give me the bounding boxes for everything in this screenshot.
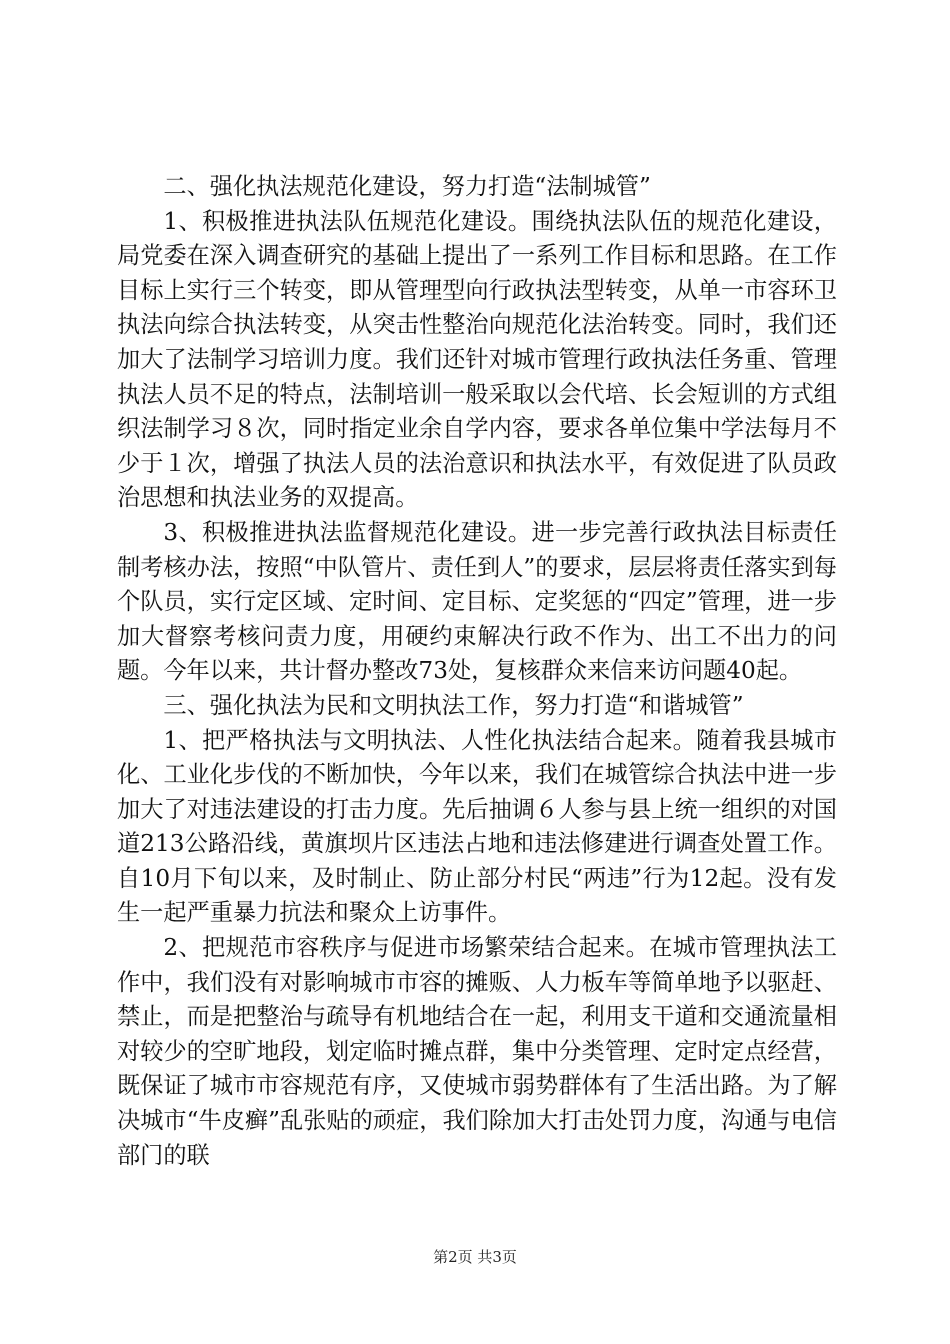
paragraph-supervision-standardization: 3、积极推进执法监督规范化建设。进一步完善行政执法目标责任制考核办法，按照“中队管片、责任到人”的要求，层层将责任落实到每个队员，实行定区域、定时间、定目标、定奖惩的“四定”管理，进一步加大督察考核问责力度，用硬约束解决行政不作为、出工不出力的问题。今年以来，共计督办整改73处，复核群众来信来访问题40起。	[117, 518, 837, 685]
section-heading-2: 二、强化执法规范化建设，努力打造“法制城管”	[163, 173, 651, 200]
section-heading-3: 三、强化执法为民和文明执法工作，努力打造“和谐城管”	[163, 691, 744, 719]
paragraph-market-order: 2、把规范市容秩序与促进市场繁荣结合起来。在城市管理执法工作中，我们没有对影响城市市容的摊贩、人力板车等简单地予以驱赶、禁止，而是把整治与疏导有机地结合在一起，利用支干道和交通流量相对较少的空旷地段，划定临时摊点群，集中分类管理、定时定点经营，既保证了城市市容规范有序，又使城市弱势群体有了生活出路。为了解决城市“牛皮癣”乱张贴的顽症，我们除加大打击处罚力度，沟通与电信部门的联	[117, 934, 837, 1169]
document-body	[117, 170, 837, 1173]
page-footer: 第2页 共3页	[433, 1248, 517, 1266]
paragraph-civilized-enforcement: 1、把严格执法与文明执法、人性化执法结合起来。随着我县城市化、工业化步伐的不断加快，今年以来，我们在城管综合执法中进一步加大了对违法建设的打击力度。先后抽调６人参与县上统一组织的对国道213公路沿线，黄旗坝片区违法占地和违法修建进行调查处置工作。自10月下旬以来，及时制止、防止部分村民“两违”行为12起。没有发生一起严重暴力抗法和聚众上访事件。	[117, 726, 837, 927]
paragraph-team-standardization: 1、积极推进执法队伍规范化建设。围绕执法队伍的规范化建设，局党委在深入调查研究的基础上提出了一系列工作目标和思路。在工作目标上实行三个转变，即从管理型向行政执法型转变，从单一市容环卫执法向综合执法转变，从突击性整治向规范化法治转变。同时，我们还加大了法制学习培训力度。我们还针对城市管理行政执法任务重、管理执法人员不足的特点，法制培训一般采取以会代培、长会短训的方式组织法制学习８次，同时指定业余自学内容，要求各单位集中学法每月不少于１次，增强了执法人员的法治意识和执法水平，有效促进了队员政治思想和执法业务的双提高。	[117, 207, 837, 512]
